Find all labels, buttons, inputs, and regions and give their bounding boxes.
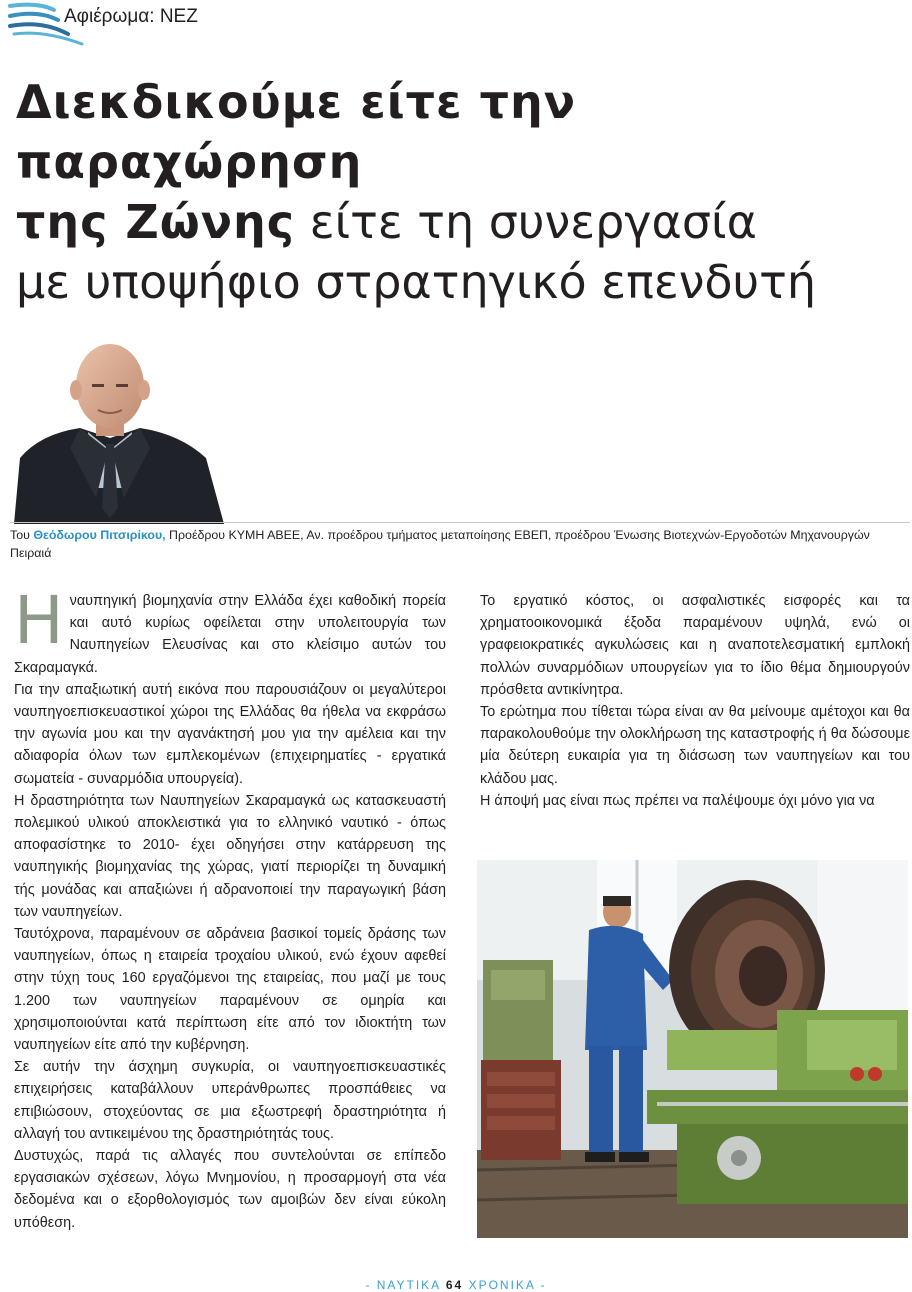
drop-cap: Η [14,582,64,659]
footer-right: ΧΡΟΝΙΚΑ - [468,1278,547,1292]
title-line-2-bold: της Ζώνης [16,195,296,249]
paragraph: Η δραστηριότητα των Ναυπηγείων Σκαραμαγκά ως κατασκευαστή πολεμικού υλικού αποκλειστικά για το ελληνικό ναυτικό - όπως αποφασίστηκε το 2010- έχει οδηγήσει στην κατάρρευση της ναυπηγικής βιομηχανίας της χώρας, γιατί περιορίζει τη δυναμική τής μονάδας και απαξιώνει ή αδρανοποιεί την παραγωγική βάση των ναυπηγείων. [14,792,446,920]
paragraph: Για την απαξιωτική αυτή εικόνα που παρουσιάζουν οι μεγαλύτεροι ναυπηγοεπισκευαστικοί χώροι της Ελλάδας θα ήθελα να εκφράσω την αγωνία μου και την αγανάκτησή μου για την αμέλεια και την αδιαφορία όλων των εμπλεκομένων (επιχειρηματίες - εργατικά σωματεία - συναρμόδια υπουργεία). [14,681,446,787]
footer-left: - ΝΑΥΤΙΚΑ [365,1278,441,1292]
paragraph [14,582,446,679]
paragraph: Το εργατικό κόστος, οι ασφαλιστικές εισφορές και τα χρηματοοικονομικά έξοδα παραμένουν υψηλά, ενώ οι γραφειοκρατικές αγκυλώσεις και η αναποτελεσματική εμπλοκή πολλών συναρμόδιων υπουργείων για το ίδιο θέμα δημιουργούν πρόσθετα αντικίνητρα. [480,593,910,698]
paragraph: Η άποψή μας είναι πως πρέπει να παλέψουμε όχι μόνο για να [480,792,875,809]
byline-author: Θεόδωρου Πιτσιρίκου, [33,528,166,542]
page-footer [0,1278,912,1292]
paragraph-text: ναυπηγική βιομηχανία στην Ελλάδα έχει καθοδική πορεία και αυτό κυρίως οφείλεται στην υπολειτουργία των Ναυπηγείων Ελευσίνας και στο κλείσιμο αυτών του Σκαραμαγκά. [14,593,446,676]
article-column-right [480,590,910,812]
paragraph: Το ερώτημα που τίθεται τώρα είναι αν θα μείνουμε αμέτοχοι και θα παρακολουθούμε την ολοκλήρωση της καταστροφής ή θα δώσουμε μία δεύτερη ευκαιρία για τη διάσωση των ναυπηγείων και του κλάδου μας. [480,704,910,787]
title-line-3: με υποψήφιο στρατηγικό επενδυτή [16,255,816,309]
divider [10,522,910,523]
section-label: Αφιέρωμα: ΝΕΖ [64,6,198,27]
workshop-photo [477,860,908,1238]
byline-text: Προέδρου ΚΥΜΗ ΑΒΕΕ, Αν. προέδρου τμήματος μεταποίησης ΕΒΕΠ, προέδρου Ένωσης Βιοτεχνών-Εργοδοτών Μηχανουργών Πειραιά [10,528,870,560]
byline [10,526,906,562]
byline-prefix: Του [10,528,34,542]
author-portrait [10,338,230,524]
title-line-1: Διεκδικούμε είτε την παραχώρηση [16,75,577,189]
article-column-left [14,582,446,1234]
title-line-2-light: είτε τη συνεργασία [295,195,757,249]
paragraph: Ταυτόχρονα, παραμένουν σε αδράνεια βασικοί τομείς δράσης των ναυπηγείων, όπως η εταιρεία τροχαίου υλικού, ενώ έχουν αφεθεί στην τύχη τους 160 εργαζόμενοι της εταιρείας, που μαζί με τους 1.200 των ναυπηγείων παραμένουν σε ομηρία και χρησιμοποιούνται κατά περίπτωση είτε από τον ιδιοκτήτη των ναυπηγείων είτε από την κυβέρνηση. [14,926,446,1054]
paragraph: Δυστυχώς, παρά τις αλλαγές που συντελούνται σε επίπεδο εργασιακών σχέσεων, λόγω Μνημονίου, η προσαρμογή στα νέα δεδομένα και ο εξορθολογισμός των αμοιβών δεν είναι εύκολη υπόθεση. [14,1148,446,1231]
page-number: 64 [445,1278,464,1292]
article-title [16,72,896,312]
paragraph: Σε αυτήν την άσχημη συγκυρία, οι ναυπηγοεπισκευαστικές επιχειρήσεις καταβάλλουν υπεράνθρωπες προσπάθειες να επιβιώσουν, στοχεύοντας σε μια εξωστρεφή δραστηριότητα ή αλλαγή του αντικειμένου της δραστηριότητάς τους. [14,1059,446,1142]
section-header [8,0,408,48]
